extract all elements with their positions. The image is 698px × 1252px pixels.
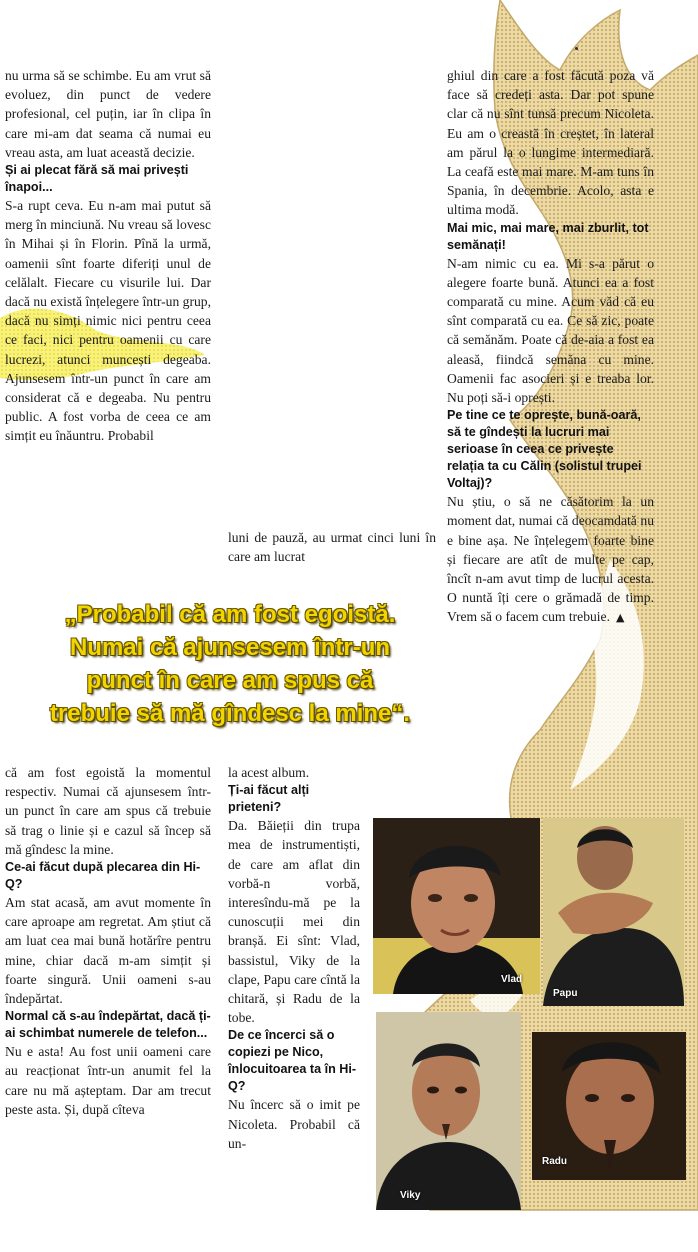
paragraph: Da. Băieții din trupa mea de instrumentiști, de care am aflat din vorbă-n vorbă, interesîndu-mă pe la cunoscuții mei din branșă. Ei sînt: Vlad, bassistul, Viky de la clape, Papu care cîntă la chitară, și Radu de la tobe. [228, 818, 360, 1026]
paragraph: Nu e asta! Au fost unii oameni care au reacționat într-un anumit fel la care nu mă așteptam. Dar am trecut peste asta. Și, după cîteva [5, 1044, 211, 1117]
pull-quote-line: punct în care am spus că [86, 667, 374, 694]
portrait-illustration [373, 818, 540, 994]
article-column-1-bottom [5, 763, 211, 1119]
portrait-illustration [543, 818, 684, 1006]
article-column-2-top [228, 528, 436, 566]
end-of-article-mark: ▲ [616, 611, 625, 625]
blank-image-area [221, 34, 445, 526]
paragraph: ghiul din care a fost făcută poza vă face să credeți asta. Dar pot spune clar că nu sînt tunsă precum Nicoleta. Eu am o creastă în creștet, în lateral am părul la o lungime intermediară. La ceafă este mai mare. M-am tuns în Spania, în decembrie. Acolo, asta e ultima modă. [447, 68, 654, 218]
paragraph: nu urma să se schimbe. Eu am vrut să evoluez, din punct de vedere profesional, cel puțin, iar în clipa în care mi-am dat seama că numai eu vreau asta, am luat această decizie. [5, 68, 211, 160]
portrait-illustration [376, 1012, 521, 1210]
paragraph: N-am nimic cu ea. Mi s-a părut o alegere foarte bună. Atunci ea a fost comparată cu mine. Acum văd că eu sînt comparată cu ea. Ce să zic, poate că semănăm. Poate că de-aia a fost ea aleasă, fiindcă semăna cu mine. Oamenii fac asocieri și e treaba lor. Nu poți să-i oprești. [447, 255, 654, 406]
stray-dot [575, 47, 578, 50]
interview-question: Normal că s-au îndepărtat, dacă ți-ai schimbat numerele de telefon... [5, 1009, 211, 1041]
photo-caption: Vlad [501, 974, 523, 985]
interview-question: Ce-ai făcut după plecarea din Hi-Q? [5, 860, 201, 892]
pull-quote-line: trebuie să mă gîndesc la mine“. [49, 700, 411, 727]
interview-question: Ți-ai făcut alți prieteni? [228, 783, 310, 815]
paragraph: luni de pauză, au urmat cinci luni în care am lucrat [228, 530, 436, 565]
photo-vlad [373, 818, 540, 994]
pull-quote-line: „Probabil că am fost egoistă. [64, 601, 396, 628]
blank-corner [596, 1218, 698, 1252]
paragraph: la acest album. [228, 765, 310, 780]
photo-viky [376, 1012, 521, 1210]
pull-quote [0, 598, 460, 730]
paragraph: Nu încerc să o imit pe Nicoleta. Probabil că un- [228, 1097, 360, 1151]
interview-question: Mai mic, mai mare, mai zburlit, tot semănați! [447, 220, 649, 252]
paragraph: că am fost egoistă la momentul respectiv. Numai că ajunsesem într-un punct în care am spus că trebuie să trag o linie și e cazul să încep să mă gîndesc la mine. [5, 765, 211, 857]
photo-radu [532, 1032, 686, 1180]
pull-quote-line: Numai că ajunsesem într-un [69, 634, 391, 661]
paragraph-text: Nu știu, o să ne căsătorim la un moment dat, numai că deocamdată nu e bine așa. Ne înțelegem foarte bine și fiecare are atît de multe pe cap, încît n-am avut timp de lucrul acesta. O nuntă îți cere o grămadă de timp. Vrem să o facem cum trebuie. [447, 494, 654, 625]
interview-question: Pe tine ce te oprește, bună-oară, să te gîndești la lucruri mai serioase în ceea ce privește relația ta cu Călin (solistul trupei Voltaj)? [447, 408, 642, 491]
interview-question: Și ai plecat fără să mai privești înapoi... [5, 163, 189, 195]
paragraph: Am stat acasă, am avut momente în care aproape am regretat. Am știut că am luat cea mai bună hotărîre pentru mine, chiar dacă m-am simțit și foarte singură. Unii oameni s-au îndepărtat. [5, 895, 211, 1007]
article-column-1-top [5, 66, 211, 446]
photo-caption: Papu [553, 988, 578, 999]
article-column-2-bottom [228, 763, 360, 1153]
article-column-3 [447, 66, 654, 628]
photo-caption: Viky [400, 1190, 421, 1201]
paragraph [447, 492, 654, 627]
photo-papu [543, 818, 684, 1006]
photo-caption: Radu [542, 1156, 567, 1167]
interview-question: De ce încerci să o copiezi pe Nico, înlocuitoarea ta în Hi-Q? [228, 1028, 357, 1094]
paragraph: S-a rupt ceva. Eu n-am mai putut să merg în minciună. Nu vreau să lovesc în Mihai și în Florin. Pînă la urmă, oamenii sînt foarte diferiți unul de celălalt. Fiecare cu visurile lui. Dar dacă nu există înțelegere într-un grup, dacă nu simți nimic nici pentru ceea ce faci, nici pentru oamenii cu care lucrezi, atunci muncești degeaba. Ajunsesem într-un punct în care am considerat că e degeaba. Nu pentru public. A fost vorba de ceea ce am simțit eu înăuntru. Probabil [5, 198, 211, 444]
